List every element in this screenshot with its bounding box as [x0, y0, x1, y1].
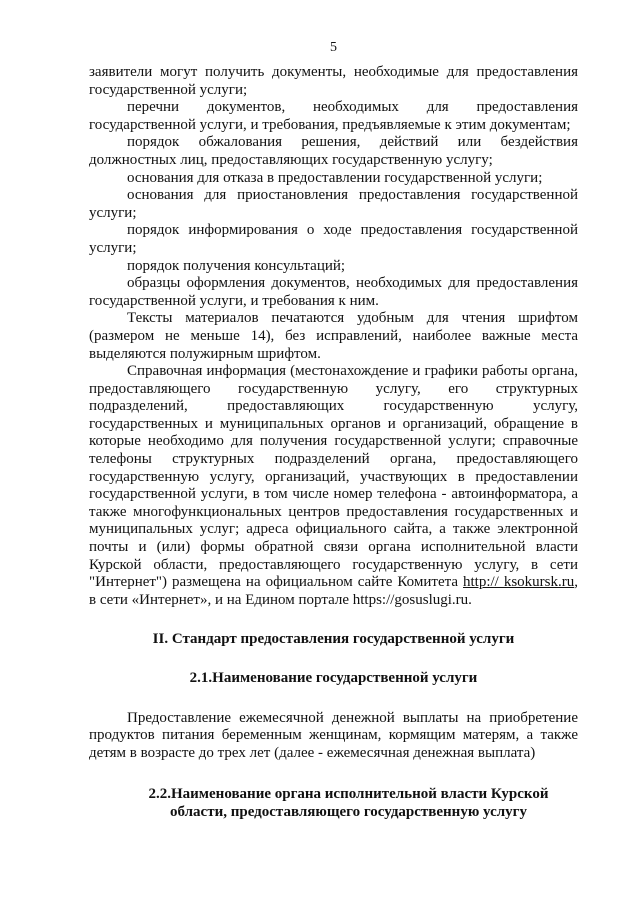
- page-number: 5: [330, 40, 337, 55]
- list-paragraph: заявители могут получить документы, необходимые для предоставления государственной услуги;: [89, 64, 578, 98]
- reference-info-text: Справочная информация (местонахождение и графики работы органа, предоставляющего государственную услугу, его структурных подразделений, предоставляющих государственную услугу, государственных и муниципальных органов и организаций, обращение в которые необходимо для получения государственной услуги; справочные телефоны структурных подразделений органа, предоставляющего государственную услугу, организаций, участвующих в предоставлении государственной услуги, в том числе номер телефона - автоинформатора, а также многофункциональных центров предоставления государственных и муниципальных услуг; адреса официального сайта, а также электронной почты и (или) формы обратной связи органа исполнительной власти Курской области, предоставляющего государственную услугу, в сети "Интернет") размещена на официальном сайте Комитета: [89, 363, 578, 591]
- committee-site-link[interactable]: http:// ksokursk.ru: [463, 574, 575, 591]
- subsection-1-title: 2.1.Наименование государственной услуги: [189, 670, 478, 686]
- list-paragraph: Тексты материалов печатаются удобным для чтения шрифтом (размером не меньше 14), без исправлений, наиболее важные места выделяются полужирным шрифтом.: [89, 310, 578, 362]
- list-paragraph: порядок получения консультаций;: [127, 257, 346, 274]
- list-paragraph: перечни документов, необходимых для предоставления государственной услуги, и требования, предъявляемые к этим документам;: [89, 99, 578, 133]
- list-paragraph: основания для отказа в предоставлении государственной услуги;: [127, 169, 543, 186]
- list-paragraph: порядок информирования о ходе предоставления государственной услуги;: [89, 222, 578, 256]
- section-title: II. Стандарт предоставления государственной услуги: [152, 631, 515, 648]
- list-paragraph: основания для приостановления предоставления государственной услуги;: [89, 187, 578, 221]
- reference-info-paragraph: [89, 363, 578, 609]
- list-paragraph: образцы оформления документов, необходимых для предоставления государственной услуги, и требования к ним.: [89, 275, 578, 309]
- paragraph-list: [89, 64, 578, 363]
- reference-info-tail: , в сети «Интернет», и на Едином портале https://gosuslugi.ru.: [89, 574, 578, 608]
- list-paragraph: порядок обжалования решения, действий или бездействия должностных лиц, предоставляющих государственную услугу;: [89, 134, 578, 168]
- subsection-1-text: Предоставление ежемесячной денежной выплаты на приобретение продуктов питания беременным женщинам, кормящим матерям, а также детям в возрасте до трех лет (далее - ежемесячная денежная выплата): [89, 709, 578, 761]
- subsection-2-title: 2.2.Наименование органа исполнительной власти Курской области, предоставляющего государственную услугу: [148, 786, 549, 820]
